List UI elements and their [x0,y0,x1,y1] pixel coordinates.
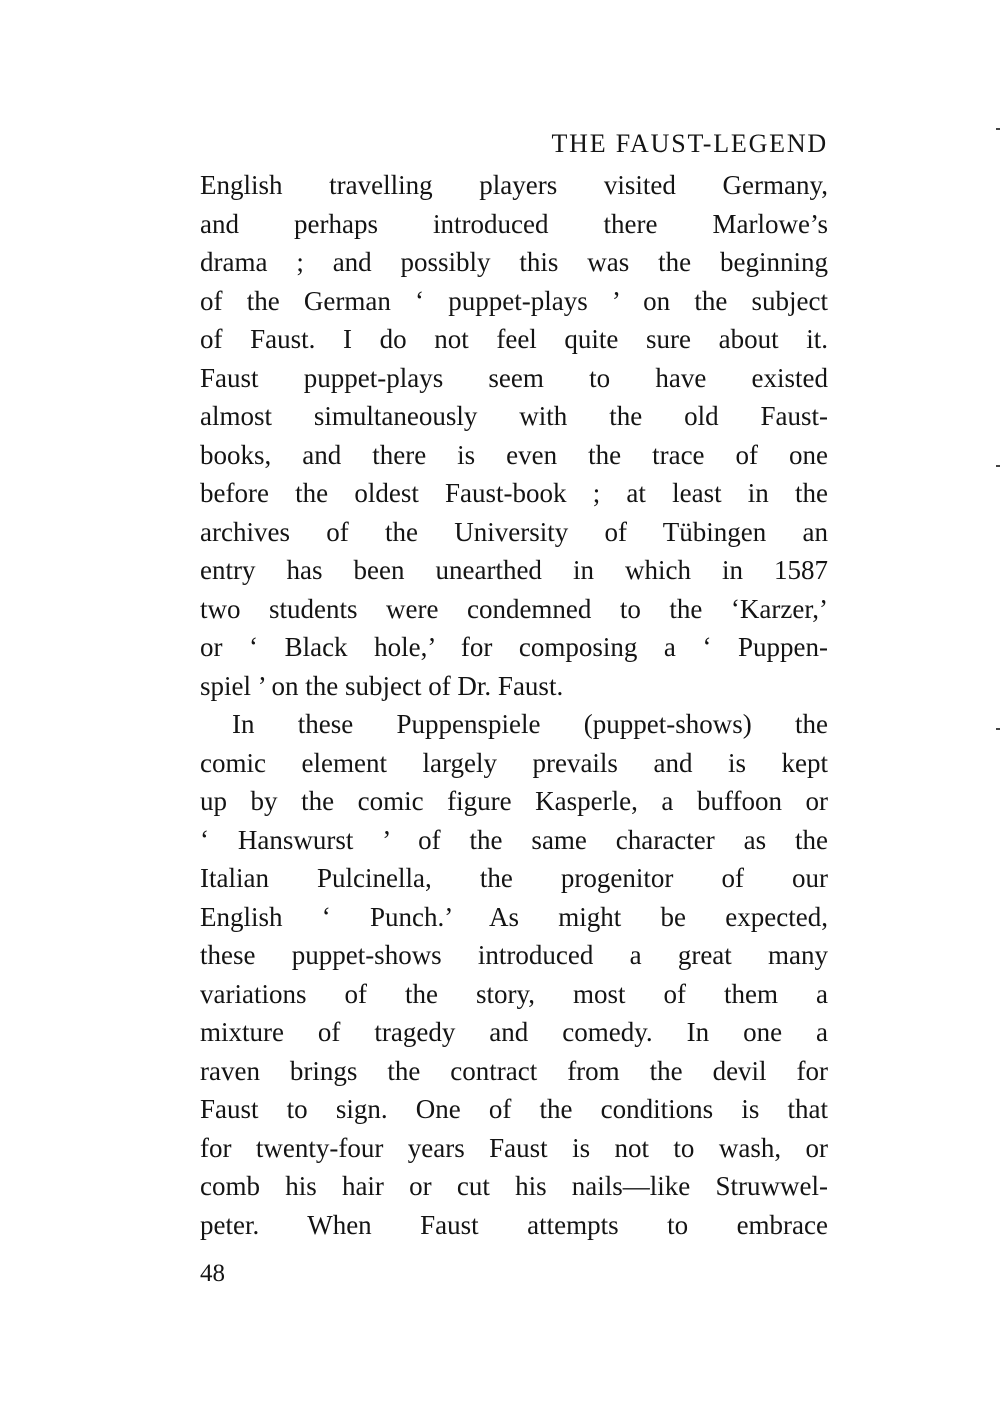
text-line: of the German ‘ puppet-plays ’ on the subject [200,285,828,316]
text-line: English ‘ Punch.’ As might be expected, [200,901,828,932]
paragraph-2 [200,705,828,1244]
text-line: Faust to sign. One of the conditions is that [200,1094,828,1124]
text-line: almost simultaneously with the old Faust- [200,401,828,431]
text-line: before the oldest Faust-book ; at least in the [200,478,828,508]
text-line: mixture of tragedy and comedy. In one a [200,1017,828,1047]
scan-edge-mark [996,465,1000,467]
text-line: two students were condemned to the ‘Karzer,’ [200,593,828,624]
text-line: archives of the University of Tübingen an [200,516,828,547]
text-line: for twenty-four years Faust is not to wash, or [200,1132,828,1163]
text-line: ‘ Hanswurst ’ of the same character as the [200,824,828,855]
text-line: spiel ’ on the subject of Dr. Faust. [200,670,564,701]
text-line: comb his hair or cut his nails—like Struwwel- [200,1171,828,1201]
text-line: drama ; and possibly this was the beginning [200,247,828,277]
text-line: books, and there is even the trace of one [200,439,828,470]
text-line: In these Puppenspiele (puppet-shows) the [232,709,828,739]
running-head: THE FAUST-LEGEND [551,129,828,158]
scan-edge-mark [996,128,1000,130]
page-number: 48 [200,1260,225,1287]
text-line: variations of the story, most of them a [200,978,828,1009]
text-line: comic element largely prevails and is kept [200,747,828,778]
text-line: up by the comic figure Kasperle, a buffoon or [200,786,828,816]
text-line: these puppet-shows introduced a great many [200,940,828,970]
text-line: English travelling players visited Germany, [200,170,828,200]
scan-edge-mark [996,728,1000,730]
text-line: Faust puppet-plays seem to have existed [200,362,828,393]
text-line: peter. When Faust attempts to embrace [200,1209,828,1240]
text-line: entry has been unearthed in which in 1587 [200,555,828,585]
paragraph-1 [200,166,828,705]
text-line: raven brings the contract from the devil for [200,1055,828,1086]
text-line: or ‘ Black hole,’ for composing a ‘ Puppen- [200,632,828,662]
body-text [200,166,828,1244]
text-line: of Faust. I do not feel quite sure about it. [200,324,828,354]
text-line: Italian Pulcinella, the progenitor of our [200,863,828,893]
text-line: and perhaps introduced there Marlowe’s [200,208,828,239]
